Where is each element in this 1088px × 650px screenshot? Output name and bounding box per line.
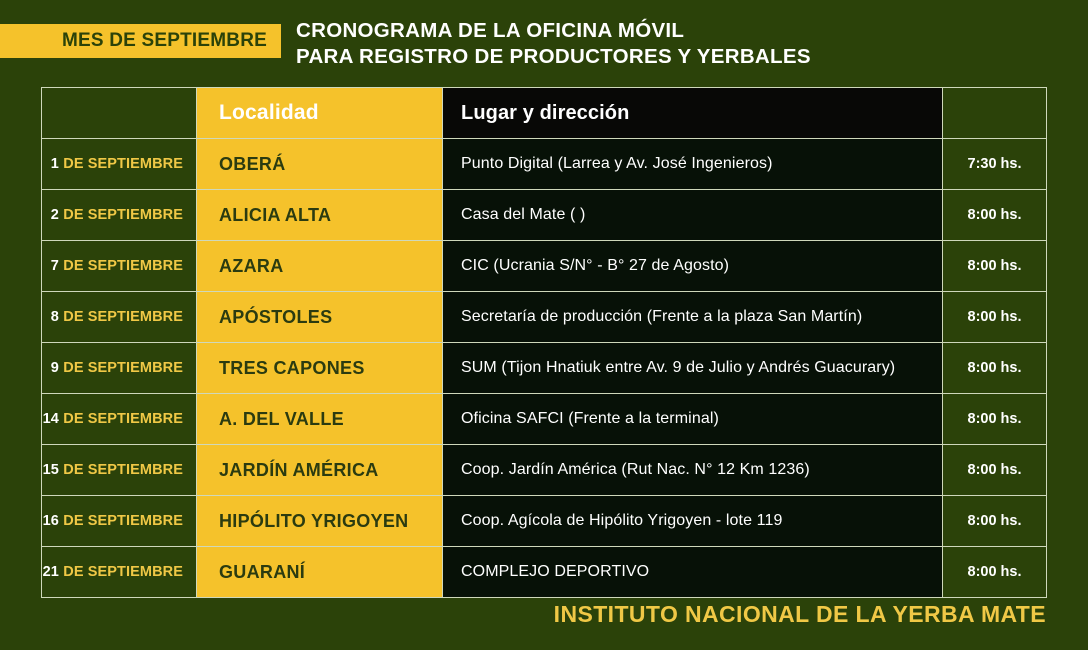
cell-localidad (197, 292, 443, 343)
date-day-number: 1 (50, 156, 59, 172)
time-label: 7:30 hs. (967, 156, 1022, 172)
cell-date (42, 496, 197, 547)
lugar-direccion-label: CIC (Ucrania S/N° - B° 27 de Agosto) (461, 257, 730, 274)
time-label: 8:00 hs. (967, 309, 1022, 325)
cell-time (943, 241, 1047, 292)
localidad-label: APÓSTOLES (219, 306, 333, 327)
localidad-label: ALICIA ALTA (219, 204, 332, 225)
time-label: 8:00 hs. (967, 513, 1022, 529)
cell-time (943, 139, 1047, 190)
time-label: 8:00 hs. (967, 258, 1022, 274)
lugar-direccion-label: COMPLEJO DEPORTIVO (461, 563, 650, 580)
cell-lugar-direccion (443, 292, 943, 343)
column-header-lugar-direccion-label: Lugar y dirección (461, 101, 630, 124)
lugar-direccion-label: Casa del Mate ( ) (461, 206, 586, 223)
date-day-number: 7 (50, 258, 59, 274)
date-day-number: 2 (50, 207, 59, 223)
column-header-localidad-label: Localidad (219, 101, 319, 124)
table-row (42, 445, 1047, 496)
cell-lugar-direccion (443, 445, 943, 496)
cell-date (42, 445, 197, 496)
date-day-number: 21 (42, 564, 59, 580)
table-row (42, 496, 1047, 547)
schedule-table-body (42, 88, 1047, 598)
time-label: 8:00 hs. (967, 462, 1022, 478)
cell-localidad (197, 547, 443, 598)
cell-time (943, 343, 1047, 394)
cell-time (943, 292, 1047, 343)
table-row (42, 394, 1047, 445)
lugar-direccion-label: Coop. Agícola de Hipólito Yrigoyen - lote 119 (461, 512, 783, 529)
cell-localidad (197, 445, 443, 496)
time-label: 8:00 hs. (967, 564, 1022, 580)
date-month-label: DE SEPTIEMBRE (63, 411, 183, 427)
cell-lugar-direccion (443, 241, 943, 292)
cell-date (42, 343, 197, 394)
table-row (42, 241, 1047, 292)
column-header-date (42, 88, 197, 139)
cell-date (42, 139, 197, 190)
date-month-label: DE SEPTIEMBRE (63, 309, 183, 325)
month-badge (0, 24, 281, 58)
localidad-label: AZARA (219, 255, 284, 276)
localidad-label: OBERÁ (219, 153, 286, 174)
cell-lugar-direccion (443, 496, 943, 547)
cell-date (42, 241, 197, 292)
cell-lugar-direccion (443, 547, 943, 598)
date-day-number: 8 (50, 309, 59, 325)
date-day-number: 15 (42, 462, 59, 478)
localidad-label: JARDÍN AMÉRICA (219, 459, 379, 480)
time-label: 8:00 hs. (967, 207, 1022, 223)
cell-localidad (197, 394, 443, 445)
lugar-direccion-label: Oficina SAFCI (Frente a la terminal) (461, 410, 719, 427)
table-row (42, 292, 1047, 343)
cell-date (42, 292, 197, 343)
cell-time (943, 496, 1047, 547)
column-header-localidad (197, 88, 443, 139)
cell-localidad (197, 343, 443, 394)
cell-date (42, 190, 197, 241)
localidad-label: GUARANÍ (219, 561, 306, 582)
cell-time (943, 445, 1047, 496)
table-header-row (42, 88, 1047, 139)
cell-localidad (197, 139, 443, 190)
cell-date (42, 547, 197, 598)
localidad-label: HIPÓLITO YRIGOYEN (219, 510, 409, 531)
month-badge-label: MES DE SEPTIEMBRE (61, 30, 267, 51)
column-header-time (943, 88, 1047, 139)
date-month-label: DE SEPTIEMBRE (63, 207, 183, 223)
lugar-direccion-label: SUM (Tijon Hnatiuk entre Av. 9 de Julio y Andrés Guacurary) (461, 359, 896, 376)
date-month-label: DE SEPTIEMBRE (63, 360, 183, 376)
date-day-number: 14 (42, 411, 59, 427)
cell-localidad (197, 190, 443, 241)
column-header-lugar-direccion (443, 88, 943, 139)
title-line-1: CRONOGRAMA DE LA OFICINA MÓVIL (296, 19, 685, 42)
date-month-label: DE SEPTIEMBRE (63, 462, 183, 478)
cell-date (42, 394, 197, 445)
cell-lugar-direccion (443, 343, 943, 394)
localidad-label: A. DEL VALLE (219, 408, 344, 429)
cell-lugar-direccion (443, 394, 943, 445)
page-title (296, 18, 1076, 70)
cell-time (943, 190, 1047, 241)
date-month-label: DE SEPTIEMBRE (63, 564, 183, 580)
date-day-number: 16 (42, 513, 59, 529)
table-row (42, 343, 1047, 394)
lugar-direccion-label: Coop. Jardín América (Rut Nac. N° 12 Km 1236) (461, 461, 810, 478)
poster-header (0, 18, 1088, 80)
lugar-direccion-label: Punto Digital (Larrea y Av. José Ingenieros) (461, 155, 773, 172)
date-month-label: DE SEPTIEMBRE (63, 258, 183, 274)
title-line-2: PARA REGISTRO DE PRODUCTORES Y YERBALES (296, 45, 811, 68)
lugar-direccion-label: Secretaría de producción (Frente a la plaza San Martín) (461, 308, 863, 325)
schedule-table (41, 87, 1047, 598)
date-month-label: DE SEPTIEMBRE (63, 156, 183, 172)
table-row (42, 190, 1047, 241)
cell-lugar-direccion (443, 190, 943, 241)
cell-localidad (197, 241, 443, 292)
cell-lugar-direccion (443, 139, 943, 190)
table-row (42, 139, 1047, 190)
date-day-number: 9 (50, 360, 59, 376)
localidad-label: TRES CAPONES (219, 357, 365, 378)
time-label: 8:00 hs. (967, 360, 1022, 376)
poster-footer (0, 601, 1046, 628)
cell-time (943, 547, 1047, 598)
time-label: 8:00 hs. (967, 411, 1022, 427)
cell-time (943, 394, 1047, 445)
organization-name: INSTITUTO NACIONAL DE LA YERBA MATE (553, 601, 1046, 627)
cell-localidad (197, 496, 443, 547)
date-month-label: DE SEPTIEMBRE (63, 513, 183, 529)
table-row (42, 547, 1047, 598)
